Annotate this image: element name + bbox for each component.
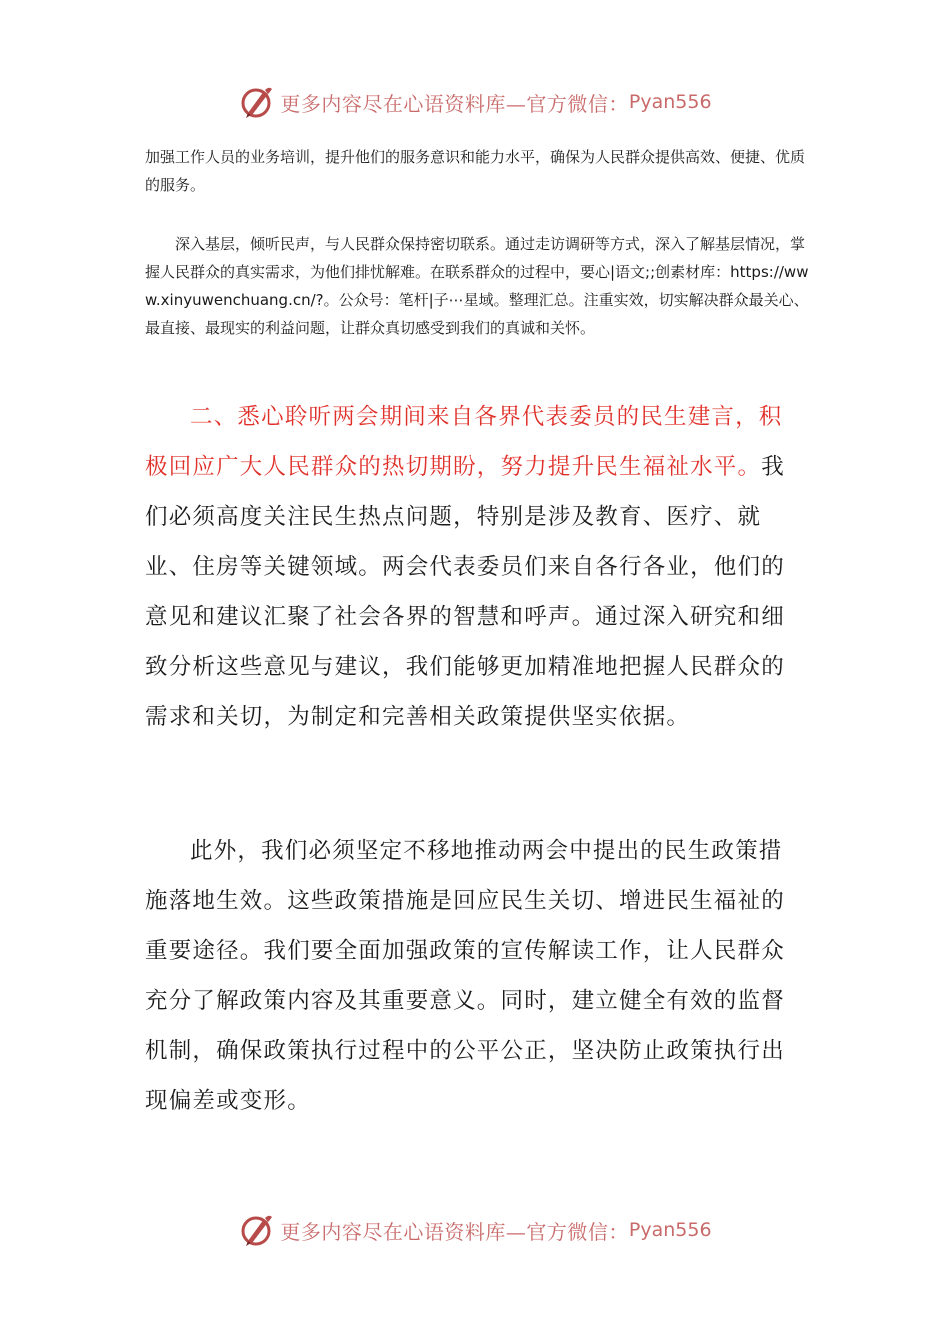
header-banner <box>0 80 950 124</box>
section-two <box>145 392 805 742</box>
banner-text: 更多内容尽在心语资料库—官方微信： <box>280 1219 629 1244</box>
section-two-heading: 二、悉心聆听两会期间来自各界代表委员的民生建言，积极回应广大人民群众的热切期盼，努力提升民生福祉水平。 <box>145 404 783 480</box>
paragraph-grassroots: 深入基层，倾听民声，与人民群众保持密切联系。通过走访调研等方式，深入了解基层情况，掌握人民群众的真实需求，为他们排忧解难。在联系群众的过程中，要心|语文;;创素材库：https://www.xinyuwenchuang.cn/?。公众号：笔杆|子⋯星域。整理汇总。注重实效，切实解决群众最关心、最直接、最现实的利益问题，让群众真切感受到我们的真诚和关怀。 <box>145 235 809 337</box>
pen-logo-icon <box>238 83 276 121</box>
pen-logo-icon <box>238 1211 276 1249</box>
paragraph-service-training: 加强工作人员的业务培训，提升他们的服务意识和能力水平，确保为人民群众提供高效、便捷、优质的服务。 <box>145 148 806 194</box>
banner-wechat-id: Pyan556 <box>628 91 712 113</box>
banner-text: 更多内容尽在心语资料库—官方微信： <box>280 91 629 116</box>
banner-wechat-id: Pyan556 <box>628 1219 712 1241</box>
paragraph-policy-implementation: 此外，我们必须坚定不移地推动两会中提出的民生政策措施落地生效。这些政策措施是回应民生关切、增进民生福祉的重要途径。我们要全面加强政策的宣传解读工作，让人民群众充分了解政策内容及其重要意义。同时，建立健全有效的监督机制，确保政策执行过程中的公平公正，坚决防止政策执行出现偏差或变形。 <box>145 838 785 1114</box>
section-two-body: 我们必须高度关注民生热点问题，特别是涉及教育、医疗、就业、住房等关键领域。两会代表委员们来自各行各业，他们的意见和建议汇聚了社会各界的智慧和呼声。通过深入研究和细致分析这些意见与建议，我们能够更加精准地把握人民群众的需求和关切，为制定和完善相关政策提供坚实依据。 <box>145 454 785 730</box>
footer-banner <box>0 1208 950 1252</box>
